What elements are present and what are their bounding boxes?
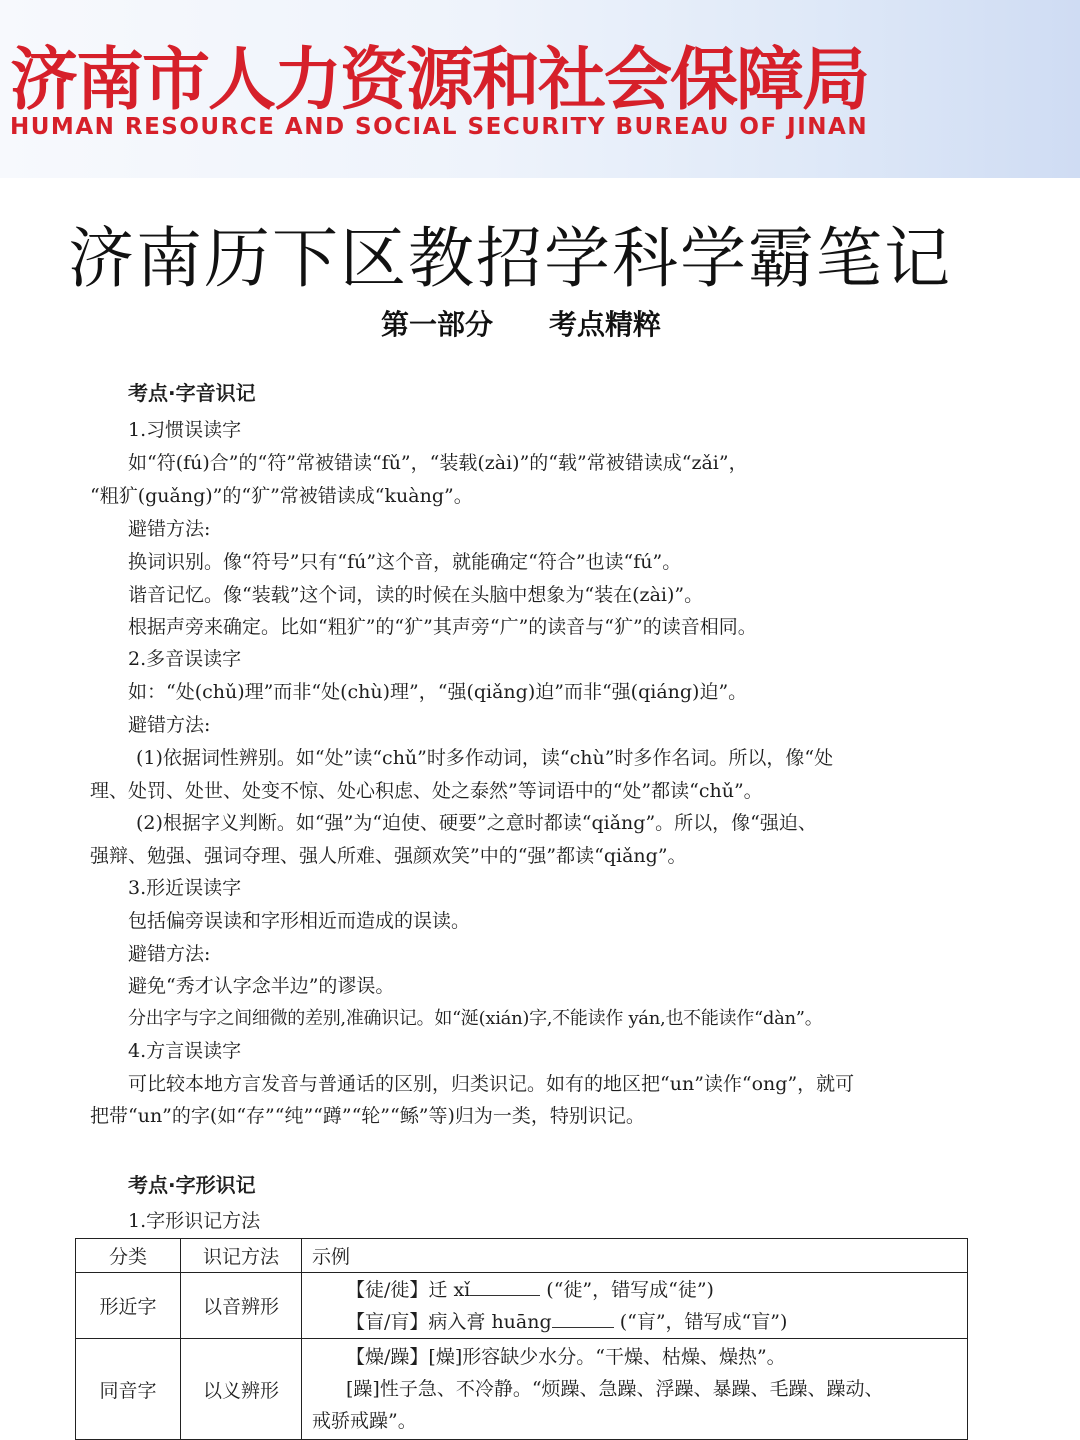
fill-blank bbox=[470, 1279, 540, 1296]
subheading: 3.形近误读字 bbox=[128, 877, 242, 899]
table-row bbox=[76, 1339, 968, 1440]
glyph-method-table bbox=[75, 1238, 968, 1440]
paragraph-line: (2)根据字义判断。如“强”为“迫使、硬要”之意时都读“qiǎng”。所以，像“强迫、 bbox=[136, 812, 817, 834]
bureau-name-en: HUMAN RESOURCE AND SOCIAL SECURITY BUREAU OF JINAN bbox=[10, 114, 869, 140]
section-heading: 考点·字形识记 bbox=[128, 1173, 256, 1197]
fill-blank bbox=[552, 1311, 614, 1328]
section-heading: 考点·字音识记 bbox=[128, 381, 256, 405]
example-text: 【徒/徙】迁 xǐ bbox=[346, 1278, 471, 1301]
paragraph-line: 如：“处(chǔ)理”而非“处(chù)理”，“强(qiǎng)迫”而非“强(qiáng)迫”。 bbox=[128, 681, 748, 703]
table-header-cell: 分类 bbox=[76, 1239, 181, 1273]
example-line: [躁]性子急、不冷静。“烦躁、急躁、浮躁、暴躁、毛躁、躁动、 bbox=[346, 1378, 884, 1400]
paragraph-line: 换词识别。像“符号”只有“fú”这个音，就能确定“符合”也读“fú”。 bbox=[128, 551, 682, 573]
paragraph-line: 避错方法: bbox=[128, 714, 211, 736]
example-line bbox=[346, 1306, 967, 1338]
category-cell: 同音字 bbox=[76, 1339, 181, 1440]
document-title: 济南历下区教招学科学霸笔记 bbox=[68, 220, 952, 297]
paragraph-line: 把带“un”的字(如“存”“纯”“蹲”“轮”“鲧”等)归为一类，特别识记。 bbox=[90, 1105, 645, 1127]
subheading: 2.多音误读字 bbox=[128, 648, 242, 670]
example-cell bbox=[302, 1339, 968, 1440]
table-row bbox=[76, 1273, 968, 1339]
paragraph-line: 如“符(fú)合”的“符”常被错读“fǔ”，“装载(zài)”的“载”常被错读成“zǎi”， bbox=[128, 452, 748, 474]
subheading: 4.方言误读字 bbox=[128, 1040, 242, 1062]
table-header-cell: 识记方法 bbox=[181, 1239, 302, 1273]
bureau-name-cn: 济南市人力资源和社会保障局 bbox=[10, 41, 869, 120]
subheading: 1.习惯误读字 bbox=[128, 419, 242, 441]
subheading: 1.字形识记方法 bbox=[128, 1210, 261, 1232]
example-line bbox=[346, 1274, 967, 1306]
paragraph-line: 谐音记忆。像“装载”这个词，读的时候在头脑中想象为“装在(zài)”。 bbox=[128, 584, 704, 606]
example-note: (“徙”，错写成“徒”) bbox=[546, 1278, 714, 1301]
method-cell: 以音辨形 bbox=[181, 1273, 302, 1339]
paragraph-line: “粗犷(guǎng)”的“犷”常被错读成“kuàng”。 bbox=[90, 485, 473, 507]
paragraph-line: 根据声旁来确定。比如“粗犷”的“犷”其声旁“广”的读音与“犷”的读音相同。 bbox=[128, 616, 757, 638]
paragraph-line: 可比较本地方言发音与普通话的区别，归类识记。如有的地区把“un”读作“ong”，就可 bbox=[128, 1073, 855, 1095]
category-cell: 形近字 bbox=[76, 1273, 181, 1339]
paragraph-line: 避错方法: bbox=[128, 518, 211, 540]
example-cell bbox=[302, 1273, 968, 1339]
header-banner bbox=[0, 0, 1080, 178]
method-cell: 以义辨形 bbox=[181, 1339, 302, 1440]
paragraph-line: 分出字与字之间细微的差别,准确识记。如“涎(xián)字,不能读作 yán,也不能读作“dàn”。 bbox=[128, 1008, 823, 1029]
paragraph-line: 强辩、勉强、强词夺理、强人所难、强颜欢笑”中的“强”都读“qiǎng”。 bbox=[90, 845, 687, 867]
paragraph-line: 避免“秀才认字念半边”的谬误。 bbox=[128, 975, 395, 997]
example-line: 【燥/躁】[燥]形容缺少水分。“干燥、枯燥、燥热”。 bbox=[346, 1346, 786, 1368]
example-line: 戒骄戒躁”。 bbox=[312, 1410, 417, 1432]
table-header-cell: 示例 bbox=[302, 1239, 968, 1273]
example-note: (“肓”，错写成“盲”) bbox=[619, 1310, 788, 1333]
example-text: 【盲/肓】病入膏 huāng bbox=[346, 1310, 552, 1333]
table-header-row bbox=[76, 1239, 968, 1273]
paragraph-line: 包括偏旁误读和字形相近而造成的误读。 bbox=[128, 910, 471, 932]
part-title: 第一部分 考点精粹 bbox=[380, 308, 661, 341]
paragraph-line: 避错方法: bbox=[128, 943, 211, 965]
paragraph-line: 理、处罚、处世、处变不惊、处心积虑、处之泰然”等词语中的“处”都读“chǔ”。 bbox=[90, 780, 763, 802]
paragraph-line: (1)依据词性辨别。如“处”读“chǔ”时多作动词，读“chù”时多作名词。所以，像“处 bbox=[136, 747, 834, 769]
